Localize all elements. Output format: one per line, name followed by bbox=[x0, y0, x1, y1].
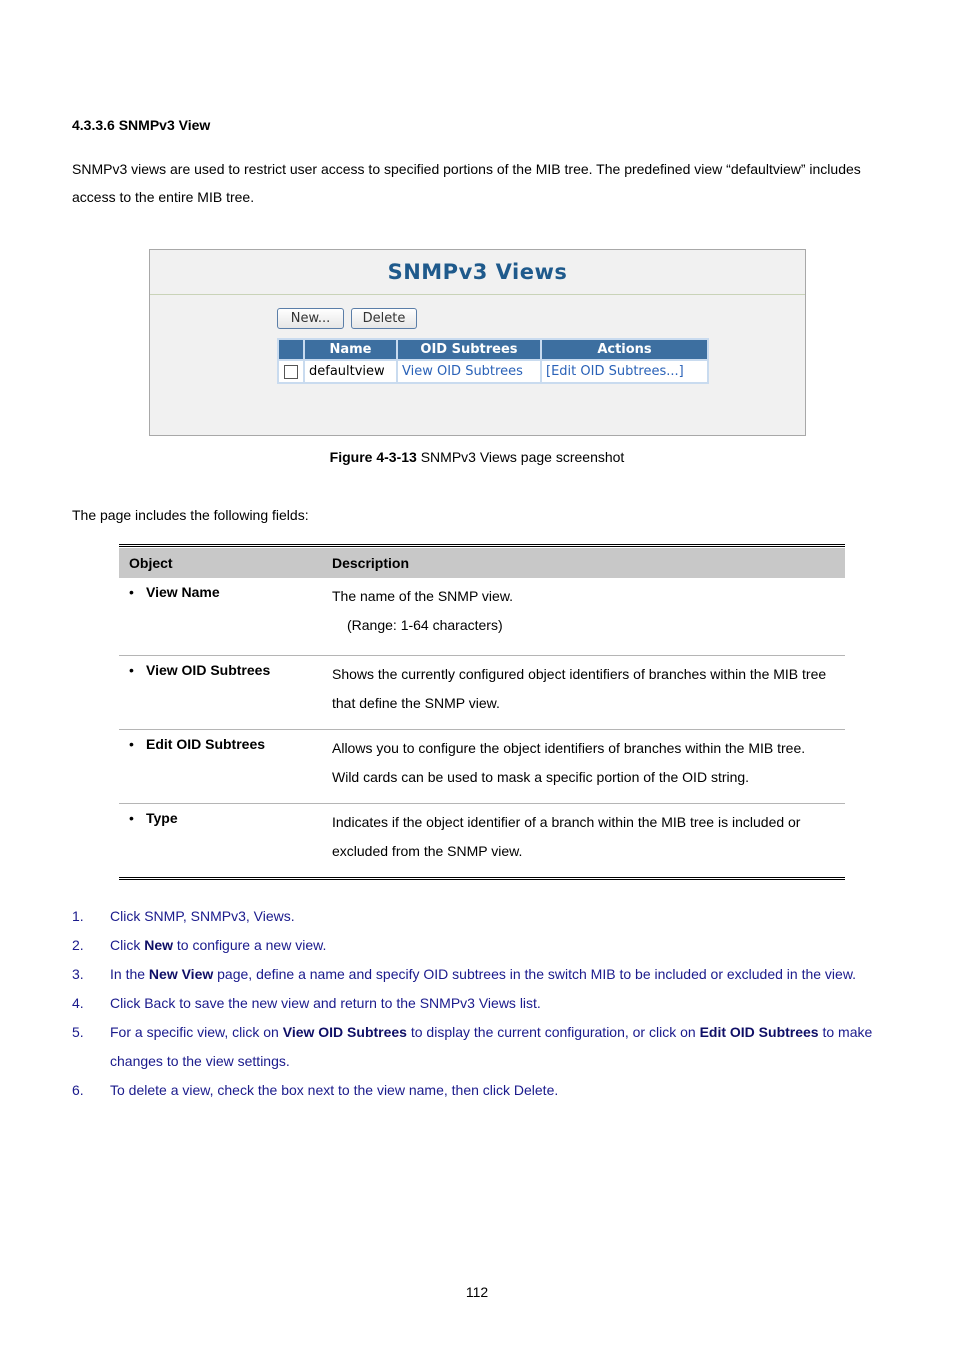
table-header-row bbox=[119, 548, 845, 578]
object-description: The name of the SNMP view. bbox=[332, 588, 514, 604]
object-description-note: Wild cards can be used to mask a specific portion of the OID string. bbox=[332, 769, 750, 785]
step-text: Click New to configure a new view. bbox=[110, 937, 327, 953]
page-number: 112 bbox=[465, 1284, 489, 1300]
snmpv3-views-screenshot bbox=[149, 249, 806, 436]
table-row bbox=[119, 656, 845, 730]
object-description: Allows you to configure the object identifiers of branches within the MIB tree. bbox=[332, 740, 806, 756]
bullet-icon: • bbox=[129, 736, 134, 752]
figure-label: Figure 4-3-13 bbox=[329, 449, 417, 465]
step-text: For a specific view, click on View OID Subtrees to display the current configuration, or click on Edit OID Subtrees to make changes to the view settings. bbox=[110, 1024, 873, 1069]
step-number: 5. bbox=[72, 1024, 84, 1040]
screenshot-title: SNMPv3 Views bbox=[387, 260, 568, 284]
object-header: Object bbox=[119, 548, 322, 578]
list-item bbox=[72, 902, 892, 931]
step-text: To delete a view, check the box next to the view name, then click Delete. bbox=[110, 1082, 559, 1098]
list-item bbox=[72, 1018, 892, 1076]
screenshot-divider bbox=[150, 294, 805, 295]
step-number: 1. bbox=[72, 908, 84, 924]
section-intro: SNMPv3 views are used to restrict user access to specified portions of the MIB tree. The predefined view “defaultview” includes access to the entire MIB tree. bbox=[72, 161, 861, 205]
step-number: 6. bbox=[72, 1082, 84, 1098]
list-item bbox=[72, 1076, 892, 1105]
view-name-cell: defaultview bbox=[305, 361, 396, 382]
step-text: Click Back to save the new view and return to the SNMPv3 Views list. bbox=[110, 995, 541, 1011]
bullet-icon: • bbox=[129, 662, 134, 678]
table-row bbox=[279, 361, 707, 382]
step-number: 3. bbox=[72, 966, 84, 982]
object-name: View OID Subtrees bbox=[146, 662, 271, 678]
section-heading: 4.3.3.6 SNMPv3 View bbox=[72, 117, 211, 133]
table-row bbox=[119, 804, 845, 879]
steps-list bbox=[72, 902, 892, 1105]
row-select-checkbox[interactable] bbox=[284, 365, 298, 379]
step-text: In the New View page, define a name and specify OID subtrees in the switch MIB to be included or excluded in the view. bbox=[110, 966, 857, 982]
step-number: 2. bbox=[72, 937, 84, 953]
bullet-icon: • bbox=[129, 584, 134, 600]
list-item bbox=[72, 931, 892, 960]
select-column-header bbox=[279, 340, 303, 359]
object-description: Indicates if the object identifier of a branch within the MIB tree is included or excluded from the SNMP view. bbox=[332, 814, 801, 859]
bullet-icon: • bbox=[129, 810, 134, 826]
field-description-table bbox=[119, 548, 845, 880]
view-oid-subtrees-link[interactable]: View OID Subtrees bbox=[398, 361, 540, 382]
figure-caption-text: SNMPv3 Views page screenshot bbox=[416, 449, 625, 465]
object-name: Type bbox=[146, 810, 178, 826]
views-table bbox=[277, 338, 709, 384]
list-item bbox=[72, 989, 892, 1018]
fields-intro: The page includes the following fields: bbox=[72, 507, 309, 523]
actions-column-header: Actions bbox=[542, 340, 707, 359]
object-description: Shows the currently configured object identifiers of branches within the MIB tree that define the SNMP view. bbox=[332, 666, 827, 711]
description-header: Description bbox=[322, 548, 845, 578]
delete-button[interactable]: Delete bbox=[351, 308, 417, 329]
list-item bbox=[72, 960, 892, 989]
figure-caption bbox=[0, 449, 954, 465]
step-number: 4. bbox=[72, 995, 84, 1011]
step-text: Click SNMP, SNMPv3, Views. bbox=[110, 908, 295, 924]
table-row bbox=[119, 730, 845, 804]
table-row bbox=[119, 578, 845, 656]
object-name: View Name bbox=[146, 584, 220, 600]
object-name: Edit OID Subtrees bbox=[146, 736, 266, 752]
oid-subtrees-column-header: OID Subtrees bbox=[398, 340, 540, 359]
new-button[interactable]: New... bbox=[277, 308, 344, 329]
edit-oid-subtrees-link[interactable]: [Edit OID Subtrees...] bbox=[542, 361, 707, 382]
table-top-rule bbox=[119, 544, 845, 547]
object-description-range: (Range: 1-64 characters) bbox=[347, 617, 503, 633]
name-column-header: Name bbox=[305, 340, 396, 359]
